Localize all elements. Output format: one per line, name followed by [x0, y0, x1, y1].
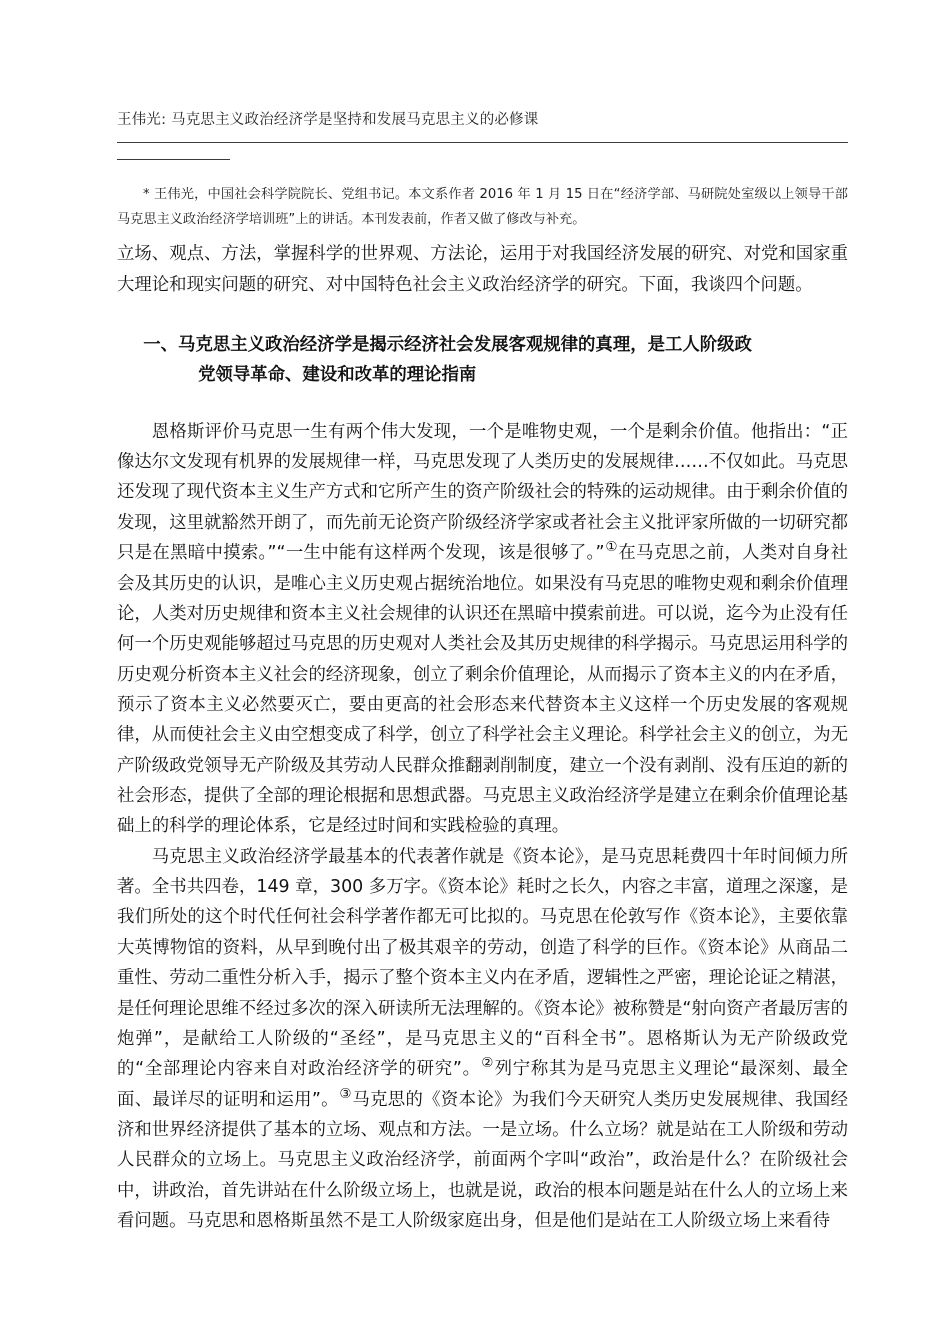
footnote-ref-3[interactable]: ③: [339, 1085, 352, 1102]
section-heading-line-1: 一、马克思主义政治经济学是揭示经济社会发展客观规律的真理，是工人阶级政: [143, 335, 752, 356]
footnote-text: 王伟光，中国社会科学院院长、党组书记。本文系作者 2016 年 1 月 15 日在“经济学部、马研院处室级以上领导干部马克思主义政治经济学培训班”上的讲话。本刊发表前，作者又做了修改与补充。: [117, 186, 848, 228]
footnote-block: [117, 182, 848, 233]
footnote-separator-rule: [117, 159, 230, 160]
paragraph-2-part-a: 马克思主义政治经济学最基本的代表著作就是《资本论》，是马克思耗费四十年时间倾力所著。全书共四卷，149 章，300 多万字。《资本论》耗时之长久，内容之丰富，道理之深邃，是我们所处的这个时代任何社会科学著作都无可比拟的。马克思在伦敦写作《资本论》，主要依靠大英博物馆的资料，从早到晚付出了极其艰辛的劳动，创造了科学的巨作。《资本论》从商品二重性、劳动二重性分析入手，揭示了整个资本主义内在矛盾，逻辑性之严密，理论论证之精湛，是任何理论思维不经过多次的深入研读所无法理解的。《资本论》被称赞是“射向资产者最厉害的炮弹”，是献给工人阶级的“圣经”，是马克思主义的“百科全书”。恩格斯认为无产阶级政党的“全部理论内容来自对政治经济学的研究”。: [117, 846, 848, 1080]
paragraph-continued: 立场、观点、方法，掌握科学的世界观、方法论，运用于对我国经济发展的研究、对党和国家重大理论和现实问题的研究、对中国特色社会主义政治经济学的研究。下面，我谈四个问题。: [117, 244, 848, 295]
footnote-marker: *: [143, 186, 150, 202]
paragraph-2: [117, 842, 848, 1237]
paragraph-2-part-b: 列宁称其为是马克思主义理论“最深刻、最全面、最详尽的证明和运用”。: [117, 1059, 848, 1110]
paragraph-2-part-c: 马克思的《资本论》为我们今天研究人类历史发展规律、我国经济和世界经济提供了基本的立场、观点和方法。一是立场。什么立场？就是站在工人阶级和劳动人民群众的立场上。马克思主义政治经济学，前面两个字叫“政治”，政治是什么？在阶级社会中，讲政治，首先讲站在什么阶级立场上，也就是说，政治的根本问题是站在什么人的立场上来看问题。马克思和恩格斯虽然不是工人阶级家庭出身，但是他们是站在工人阶级立场上来看待: [117, 1089, 848, 1232]
section-heading: [117, 330, 848, 391]
paragraph-1-part-a: 恩格斯评价马克思一生有两个伟大发现，一个是唯物史观，一个是剩余价值。他指出：“正像达尔文发现有机界的发展规律一样，马克思发现了人类历史的发展规律……不仅如此。马克思还发现了现代资本主义生产方式和它所产生的资产阶级社会的特殊的运动规律。由于剩余价值的发现，这里就豁然开朗了，而先前无论资产阶级经济学家或者社会主义批评家所做的一切研究都只是在黑暗中摸索。”“一生中能有这样两个发现，该是很够了。”: [117, 421, 848, 564]
footnote-ref-2[interactable]: ②: [481, 1055, 495, 1072]
paragraph-1: [117, 417, 848, 842]
page-content: [117, 0, 848, 1236]
header-rule: [117, 142, 848, 143]
paragraph-1-part-b: 在马克思之前，人类对自身社会及其历史的认识，是唯心主义历史观占据统治地位。如果没有马克思的唯物史观和剩余价值理论，人类对历史规律和资本主义社会规律的认识还在黑暗中摸索前进。可以说，迄今为止没有任何一个历史观能够超过马克思的历史观对人类社会及其历史规律的科学揭示。马克思运用科学的历史观分析资本主义社会的经济现象，创立了剩余价值理论，从而揭示了资本主义的内在矛盾，预示了资本主义必然要灭亡，要由更高的社会形态来代替资本主义这样一个历史发展的客观规律，从而使社会主义由空想变成了科学，创立了科学社会主义理论。科学社会主义的创立，为无产阶级政党领导无产阶级及其劳动人民群众推翻剥削制度，建立一个没有剥削、没有压迫的新的社会形态，提供了全部的理论根据和思想武器。马克思主义政治经济学是建立在剩余价值理论基础上的科学的理论体系，它是经过时间和实践检验的真理。: [117, 543, 848, 837]
footnote-ref-1[interactable]: ①: [605, 539, 618, 556]
running-head: 王伟光: 马克思主义政治经济学是坚持和发展马克思主义的必修课: [117, 112, 539, 128]
section-heading-line-2: 党领导革命、建设和改革的理论指南: [198, 365, 477, 386]
